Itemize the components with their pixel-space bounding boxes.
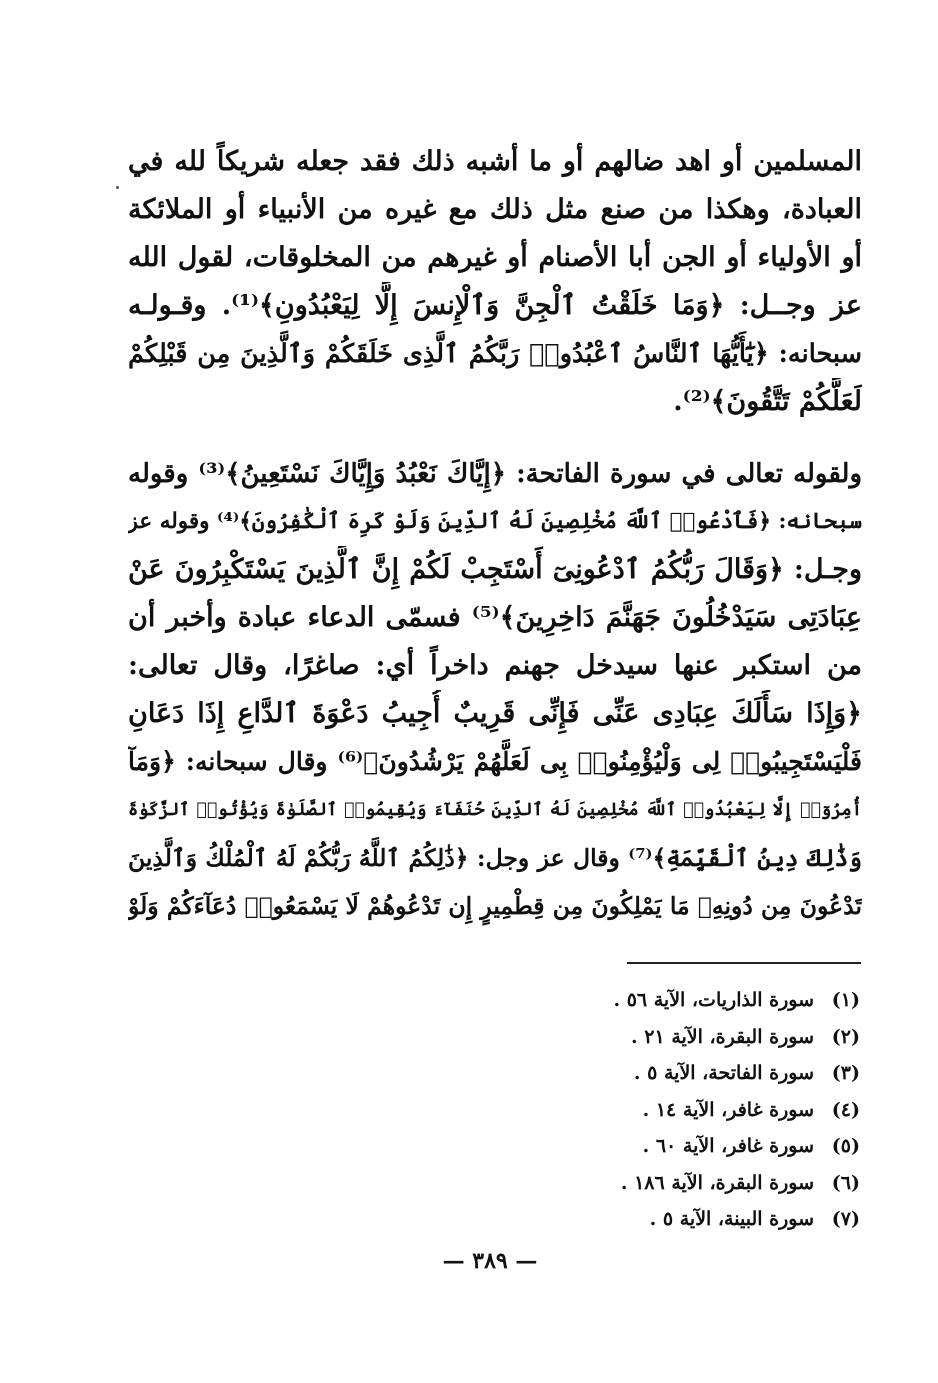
paragraph-1 bbox=[128, 138, 862, 426]
footnote-item bbox=[460, 1128, 860, 1165]
footnote-number: (٣) bbox=[831, 1062, 860, 1084]
text-line: ولقوله تعالى في سورة الفاتحة: ﴿إِيَّاكَ نَعْبُدُ وَإِيَّاكَ نَسْتَعِينُ﴾⁽³⁾ وقوله bbox=[128, 459, 862, 489]
text-line: فَلْيَسْتَجِيبُوا۟ لِى وَلْيُؤْمِنُوا۟ بِى لَعَلَّهُمْ يَرْشُدُونَ﴾⁽⁶⁾ وقال سبحانه: ﴿وَمَآ bbox=[128, 747, 862, 776]
text-line: عز وجــل: ﴿وَمَا خَلَقْتُ ٱلْجِنَّ وَٱلْإِنسَ إِلَّا لِيَعْبُدُونِ﴾⁽¹⁾. وقـولـه bbox=[128, 290, 862, 321]
footnote-text: سورة غافر، الآية ١٤ . bbox=[642, 1098, 814, 1121]
text-line: وجـل: ﴿وَقَالَ رَبُّكُمُ ٱدْعُونِىٓ أَسْتَجِبْ لَكُمْ إِنَّ ٱلَّذِينَ يَسْتَكْبِرُونَ عَنْ bbox=[128, 554, 862, 585]
footnote-text: سورة البقرة، الآية ٢١ . bbox=[631, 1025, 814, 1048]
paragraph-2 bbox=[128, 450, 862, 930]
text-line: أو الأولياء أو الجن أبا الأصنام أو غيرهم من المخلوقات، لقول الله bbox=[128, 242, 862, 273]
text-line: سبحانه: ﴿فَٱدْعُوا۟ ٱللَّهَ مُخْلِصِينَ لَهُ ٱلدِّينَ وَلَوْ كَرِهَ ٱلْكَٰفِرُونَ﴾⁽⁴⁾ وقوله عز bbox=[128, 509, 862, 534]
footnotes-list bbox=[460, 982, 860, 1238]
text-line: المسلمين أو اهد ضالهم أو ما أشبه ذلك فقد جعله شريكاً لله في bbox=[128, 146, 862, 177]
text-line: عِبَادَتِى سَيَدْخُلُونَ جَهَنَّمَ دَاخِرِينَ﴾⁽⁵⁾ فسمّى الدعاء عبادة وأخبر أن bbox=[128, 602, 862, 633]
footnote-text: سورة الذاريات، الآية ٥٦ . bbox=[613, 989, 814, 1011]
text-line: لَعَلَّكُمْ تَتَّقُونَ﴾⁽²⁾. bbox=[673, 386, 862, 417]
footnote-text: سورة غافر، الآية ٦٠ . bbox=[642, 1135, 814, 1157]
footnote-text: سورة البقرة، الآية ١٨٦ . bbox=[620, 1171, 814, 1194]
footnote-item bbox=[460, 1019, 860, 1056]
text-line: وَذَٰلِكَ دِينُ ٱلْقَيِّمَةِ﴾⁽⁷⁾ وقال عز وجل: ﴿ذَٰلِكُمُ ٱللَّهُ رَبُّكُمْ لَهُ ٱلْمُلْكُ وَٱلَّذِينَ bbox=[128, 844, 862, 872]
footnote-item bbox=[460, 1165, 860, 1202]
footnote-number: (١) bbox=[831, 989, 860, 1011]
footnote-item bbox=[460, 982, 860, 1019]
footnote-item bbox=[460, 1201, 860, 1238]
main-text bbox=[128, 138, 862, 930]
text-line: سبحانه: ﴿يَٰٓأَيُّهَا ٱلنَّاسُ ٱعْبُدُوا۟ رَبَّكُمُ ٱلَّذِى خَلَقَكُمْ وَٱلَّذِينَ مِن قَبْلِكُمْ bbox=[128, 339, 862, 369]
footnote-divider bbox=[627, 962, 861, 964]
footnote-item bbox=[460, 1092, 860, 1129]
footnote-number: (٢) bbox=[831, 1025, 860, 1048]
footnote-number: (٦) bbox=[831, 1171, 860, 1194]
text-line: ﴿وَإِذَا سَأَلَكَ عِبَادِى عَنِّى فَإِنِّى قَرِيبٌ أُجِيبُ دَعْوَةَ ٱلدَّاعِ إِذَا دَعَانِ bbox=[128, 698, 862, 729]
scan-speck bbox=[116, 186, 119, 189]
footnote-text: سورة البينة، الآية ٥ . bbox=[649, 1208, 814, 1230]
text-line: تَدْعُونَ مِن دُونِهِۦ مَا يَمْلِكُونَ مِن قِطْمِيرٍ إِن تَدْعُوهُمْ لَا يَسْمَعُوا۟ دُعَآءَكُمْ وَلَوْ bbox=[128, 892, 862, 920]
footnote-number: (٥) bbox=[831, 1135, 860, 1157]
text-line: أُمِرُوٓا۟ إِلَّا لِيَعْبُدُوا۟ ٱللَّهَ مُخْلِصِينَ لَهُ ٱلدِّينَ حُنَفَآءَ وَيُقِيمُوا۟ ٱلصَّلَوٰةَ وَيُؤْتُوا۟ ٱلزَّكَوٰةَ bbox=[128, 800, 862, 820]
text-line: من استكبر عنها سيدخل جهنم داخراً أي: صاغرًا، وقال تعالى: bbox=[128, 650, 862, 681]
page-number: — ٣٨٩ — bbox=[442, 1248, 538, 1274]
footnote-item bbox=[460, 1055, 860, 1092]
footnote-number: (٧) bbox=[831, 1208, 860, 1230]
footnote-text: سورة الفاتحة، الآية ٥ . bbox=[633, 1062, 814, 1084]
text-line: العبادة، وهكذا من صنع مثل ذلك مع غيره من الأنبياء أو الملائكة bbox=[128, 194, 862, 225]
footnote-number: (٤) bbox=[831, 1098, 860, 1121]
